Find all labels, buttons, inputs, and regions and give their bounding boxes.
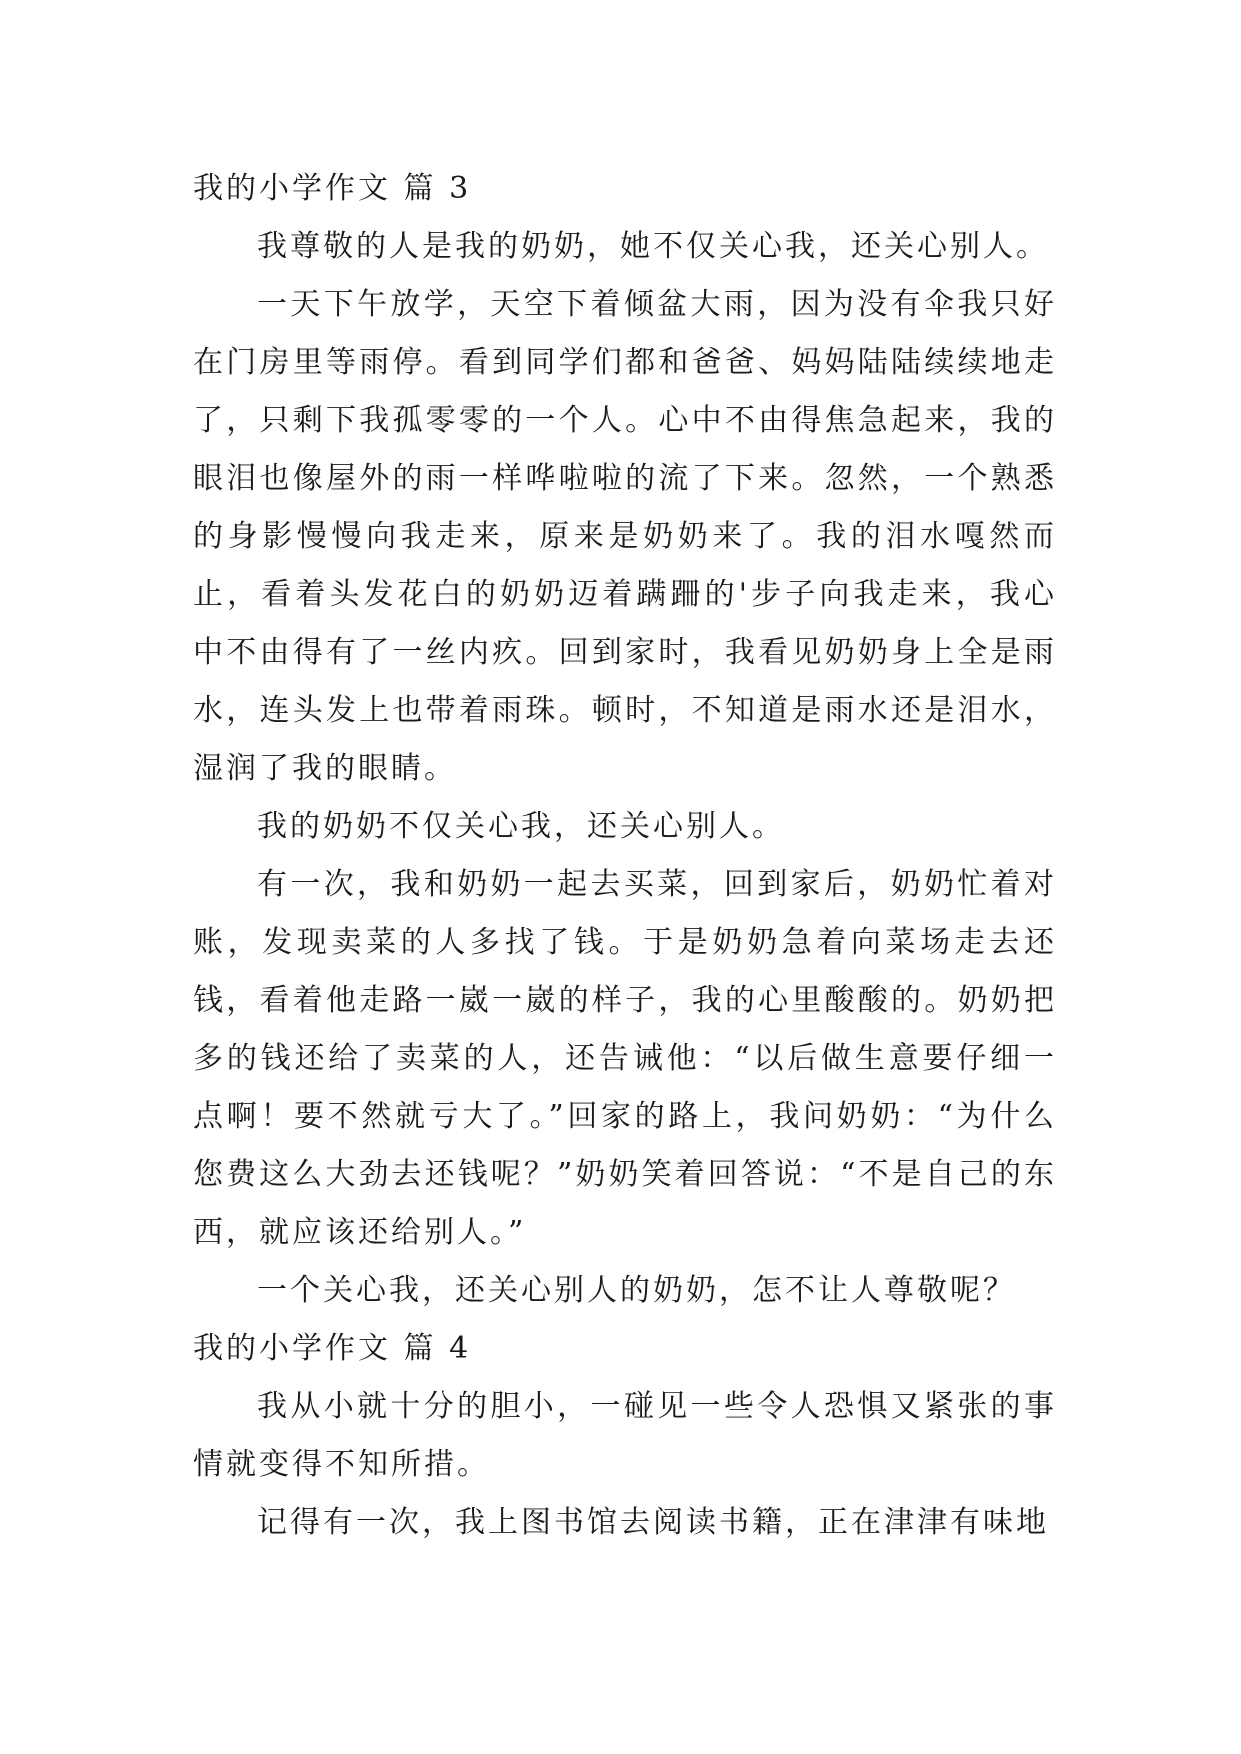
section-heading-4: 我的小学作文 篇 4 bbox=[193, 1331, 472, 1366]
document-body bbox=[193, 160, 1057, 1552]
section-heading-3: 我的小学作文 篇 3 bbox=[193, 171, 472, 206]
paragraph: 我从小就十分的胆小，一碰见一些令人恐惧又紧张的事情就变得不知所措。 bbox=[193, 1389, 1057, 1482]
paragraph: 一个关心我，还关心别人的奶奶，怎不让人尊敬呢？ bbox=[257, 1273, 1016, 1308]
paragraph: 我尊敬的人是我的奶奶，她不仅关心我，还关心别人。 bbox=[257, 229, 1049, 264]
paragraph: 一天下午放学，天空下着倾盆大雨，因为没有伞我只好在门房里等雨停。看到同学们都和爸爸、妈妈陆陆续续地走了，只剩下我孤零零的一个人。心中不由得焦急起来，我的眼泪也像屋外的雨一样哗啦啦的流了下来。忽然，一个熟悉的身影慢慢向我走来，原来是奶奶来了。我的泪水嘎然而止，看着头发花白的奶奶迈着蹒跚的'步子向我走来，我心中不由得有了一丝内疚。回到家时，我看见奶奶身上全是雨水，连头发上也带着雨珠。顿时，不知道是雨水还是泪水，湿润了我的眼睛。 bbox=[193, 287, 1057, 786]
paragraph: 有一次，我和奶奶一起去买菜，回到家后，奶奶忙着对账，发现卖菜的人多找了钱。于是奶奶急着向菜场走去还钱，看着他走路一崴一崴的样子，我的心里酸酸的。奶奶把多的钱还给了卖菜的人，还告诫他：“以后做生意要仔细一点啊！要不然就亏大了。”回家的路上，我问奶奶：“为什么您费这么大劲去还钱呢？”奶奶笑着回答说：“不是自己的东西，就应该还给别人。” bbox=[193, 867, 1057, 1250]
paragraph: 记得有一次，我上图书馆去阅读书籍，正在津津有味地 bbox=[257, 1505, 1049, 1540]
paragraph: 我的奶奶不仅关心我，还关心别人。 bbox=[257, 809, 785, 844]
